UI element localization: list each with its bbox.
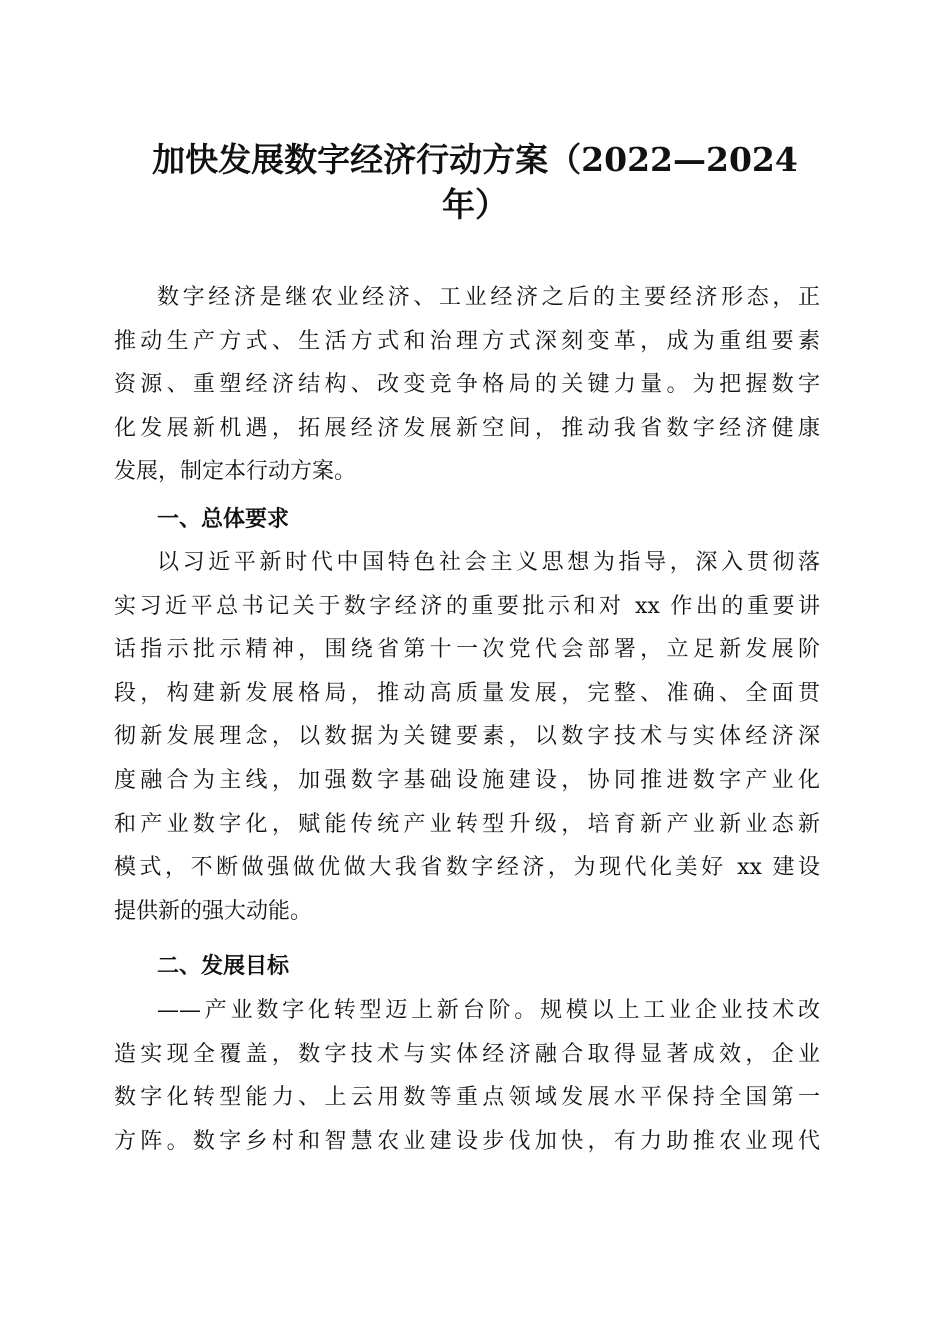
paragraph-line: 度融合为主线，加强数字基础设施建设，协同推进数字产业化 bbox=[114, 767, 820, 793]
paragraph-line: 以习近平新时代中国特色社会主义思想为指导，深入贯彻落 bbox=[157, 550, 820, 575]
paragraph-line: 发展，制定本行动方案。 bbox=[114, 459, 357, 485]
document-title-line-1: 加快发展数字经济行动方案（2022—2024 bbox=[152, 140, 798, 179]
paragraph-line: 数字化转型能力、上云用数等重点领域发展水平保持全国第一 bbox=[114, 1085, 820, 1111]
paragraph-line: 彻新发展理念，以数据为关键要素，以数字技术与实体经济深 bbox=[114, 724, 820, 750]
paragraph-line: 造实现全覆盖，数字技术与实体经济融合取得显著成效，企业 bbox=[114, 1041, 820, 1067]
paragraph-line: 数字经济是继农业经济、工业经济之后的主要经济形态，正 bbox=[157, 285, 820, 310]
paragraph-line: 模式，不断做强做优做大我省数字经济，为现代化美好 xx 建设 bbox=[114, 855, 820, 881]
paragraph-line: 和产业数字化，赋能传统产业转型升级，培育新产业新业态新 bbox=[114, 811, 820, 837]
paragraph-line: 化发展新机遇，拓展经济发展新空间，推动我省数字经济健康 bbox=[114, 415, 820, 441]
development-goals-paragraph bbox=[114, 989, 820, 1163]
paragraph-line: 段，构建新发展格局，推动高质量发展，完整、准确、全面贯 bbox=[114, 680, 820, 706]
intro-paragraph bbox=[114, 276, 820, 494]
section-heading-development-goals: 二、发展目标 bbox=[157, 954, 290, 979]
paragraph-line: 资源、重塑经济结构、改变竞争格局的关键力量。为把握数字 bbox=[114, 372, 820, 398]
paragraph-line: 话指示批示精神，围绕省第十一次党代会部署，立足新发展阶 bbox=[114, 637, 820, 663]
paragraph-line: 提供新的强大动能。 bbox=[114, 898, 313, 924]
paragraph-line: ——产业数字化转型迈上新台阶。规模以上工业企业技术改 bbox=[157, 998, 820, 1023]
document-title-line-2: 年） bbox=[442, 185, 508, 224]
section-heading-general-requirements: 一、总体要求 bbox=[157, 507, 290, 532]
general-requirements-paragraph bbox=[114, 541, 820, 933]
paragraph-line: 实习近平总书记关于数字经济的重要批示和对 xx 作出的重要讲 bbox=[114, 593, 820, 619]
paragraph-line: 方阵。数字乡村和智慧农业建设步伐加快，有力助推农业现代 bbox=[114, 1128, 820, 1154]
paragraph-line: 推动生产方式、生活方式和治理方式深刻变革，成为重组要素 bbox=[114, 328, 820, 354]
